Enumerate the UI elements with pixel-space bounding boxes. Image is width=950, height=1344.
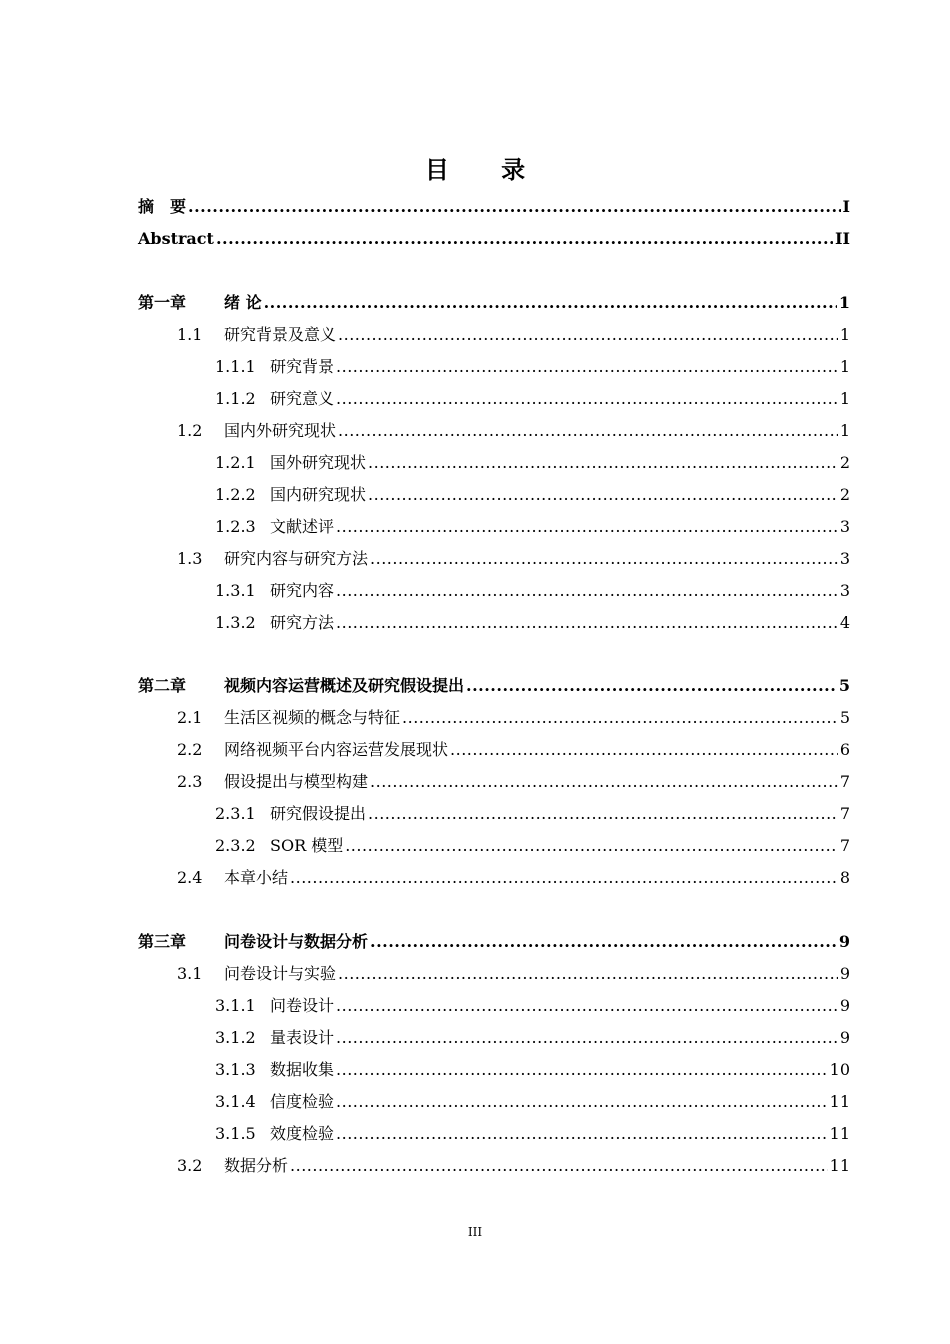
- toc-entry-label: 生活区视频的概念与特征: [224, 708, 401, 727]
- toc-entry-label: 信度检验: [270, 1092, 335, 1111]
- toc-entry-number: 2.3.1: [215, 804, 256, 823]
- toc-entry-number: 1.3: [177, 549, 203, 568]
- toc-entry-page: 5: [839, 708, 850, 727]
- toc-entry[interactable]: [215, 481, 850, 505]
- toc-entry-number: 1.3.1: [215, 581, 256, 600]
- toc-entry-page: 11: [829, 1124, 850, 1143]
- toc-leader-dots: [338, 964, 838, 984]
- toc-entry-label: 假设提出与模型构建: [224, 772, 369, 791]
- toc-entry-number: 3.1.4: [215, 1092, 256, 1111]
- toc-entry-label: Abstract: [138, 229, 214, 248]
- toc-entry-number: 2.2: [177, 740, 203, 759]
- toc-entry-label: 文献述评: [270, 517, 335, 536]
- toc-entry[interactable]: [215, 513, 850, 537]
- toc-entry[interactable]: [215, 577, 850, 601]
- toc-entry-page: 7: [839, 836, 850, 855]
- toc-entry-number: 第三章: [138, 932, 187, 951]
- toc-entry-label: 视频内容运营概述及研究假设提出: [224, 676, 465, 695]
- toc-entry[interactable]: [138, 928, 850, 952]
- toc-entry[interactable]: [215, 832, 850, 856]
- toc-leader-dots: [450, 740, 838, 760]
- toc-entry[interactable]: [177, 1152, 850, 1176]
- toc-entry-label: 绪 论: [224, 293, 262, 312]
- toc-entry-page: 1: [839, 357, 850, 376]
- toc-entry-label: 国内外研究现状: [224, 421, 337, 440]
- toc-entry[interactable]: [177, 545, 850, 569]
- toc-entry-page: 3: [839, 581, 850, 600]
- toc-entry-page: 9: [839, 964, 850, 983]
- toc-entry-page: 1: [839, 421, 850, 440]
- toc-entry-number: 2.4: [177, 868, 203, 887]
- toc-entry[interactable]: [138, 289, 850, 313]
- toc-entry[interactable]: [177, 321, 850, 345]
- toc-leader-dots: [402, 708, 838, 728]
- toc-entry-label: 研究背景: [270, 357, 335, 376]
- toc-leader-dots: [264, 293, 837, 313]
- toc-leader-dots: [368, 453, 838, 473]
- toc-entry-number: 3.1: [177, 964, 203, 983]
- toc-entry-page: 9: [839, 1028, 850, 1047]
- page-title: 目 录: [424, 156, 548, 184]
- toc-entry-page: 7: [839, 804, 850, 823]
- toc-entry-label: 量表设计: [270, 1028, 335, 1047]
- toc-entry-page: 10: [829, 1060, 850, 1079]
- toc-entry[interactable]: [177, 960, 850, 984]
- toc-entry-page: 7: [839, 772, 850, 791]
- toc-entry-number: 1.1.1: [215, 357, 256, 376]
- toc-leader-dots: [336, 389, 838, 409]
- toc-leader-dots: [368, 485, 838, 505]
- toc-entry-number: 1.2.2: [215, 485, 256, 504]
- toc-entry[interactable]: [177, 704, 850, 728]
- toc-entry-page: 8: [839, 868, 850, 887]
- toc-entry-number: 2.3: [177, 772, 203, 791]
- toc-entry[interactable]: [215, 385, 850, 409]
- toc-entry-label: 数据分析: [224, 1156, 289, 1175]
- toc-leader-dots: [466, 676, 837, 696]
- toc-leader-dots: [338, 325, 838, 345]
- toc-entry-label: 研究意义: [270, 389, 335, 408]
- toc-entry[interactable]: [215, 1056, 850, 1080]
- toc-leader-dots: [290, 1156, 828, 1176]
- toc-entry-number: 第二章: [138, 676, 187, 695]
- toc-entry[interactable]: [215, 1088, 850, 1112]
- toc-entry-number: 1.3.2: [215, 613, 256, 632]
- toc-entry-number: 3.1.1: [215, 996, 256, 1015]
- toc-entry-label: 问卷设计与实验: [224, 964, 337, 983]
- toc-entry-label: 国内研究现状: [270, 485, 367, 504]
- toc-leader-dots: [336, 1092, 828, 1112]
- toc-leader-dots: [370, 549, 838, 569]
- toc-entry-label: 研究内容与研究方法: [224, 549, 369, 568]
- toc-entry[interactable]: [177, 768, 850, 792]
- toc-leader-dots: [345, 836, 838, 856]
- toc-entry-page: II: [835, 229, 850, 248]
- toc-entry[interactable]: [215, 992, 850, 1016]
- toc-leader-dots: [336, 613, 838, 633]
- toc-entry-page: 11: [829, 1156, 850, 1175]
- toc-entry[interactable]: [215, 609, 850, 633]
- toc-entry-page: 11: [829, 1092, 850, 1111]
- toc-entry-page: 3: [839, 517, 850, 536]
- toc-entry-number: 2.1: [177, 708, 203, 727]
- toc-entry-number: 1.1.2: [215, 389, 256, 408]
- toc-entry[interactable]: [177, 864, 850, 888]
- toc-entry-page: 3: [839, 549, 850, 568]
- toc-entry-label: 研究方法: [270, 613, 335, 632]
- toc-entry[interactable]: [177, 736, 850, 760]
- toc-leader-dots: [368, 804, 838, 824]
- toc-entry-label: 本章小结: [224, 868, 289, 887]
- toc-entry-number: 第一章: [138, 293, 187, 312]
- toc-entry-label: SOR 模型: [270, 836, 344, 855]
- toc-leader-dots: [336, 1028, 838, 1048]
- toc-entry-label: 摘 要: [138, 197, 187, 216]
- toc-entry-label: 研究假设提出: [270, 804, 367, 823]
- toc-entry[interactable]: [215, 449, 850, 473]
- page-number: III: [467, 1225, 483, 1239]
- toc-leader-dots: [336, 1060, 828, 1080]
- toc-entry-number: 1.1: [177, 325, 203, 344]
- toc-leader-dots: [370, 932, 837, 952]
- toc-entry-label: 研究背景及意义: [224, 325, 337, 344]
- toc-entry-page: 9: [839, 996, 850, 1015]
- toc-leader-dots: [216, 229, 833, 249]
- toc-entry[interactable]: [215, 1024, 850, 1048]
- toc-entry[interactable]: [215, 800, 850, 824]
- toc-entry[interactable]: [177, 417, 850, 441]
- toc-leader-dots: [336, 517, 838, 537]
- toc-entry[interactable]: [215, 353, 850, 377]
- toc-entry-number: 2.3.2: [215, 836, 256, 855]
- toc-entry-page: 4: [839, 613, 850, 632]
- toc-entry-page: I: [842, 197, 850, 216]
- toc-entry-page: 2: [839, 485, 850, 504]
- toc-leader-dots: [290, 868, 838, 888]
- toc-entry-page: 2: [839, 453, 850, 472]
- toc-entry-label: 网络视频平台内容运营发展现状: [224, 740, 449, 759]
- toc-entry-number: 3.1.3: [215, 1060, 256, 1079]
- toc-entry-page: 1: [839, 325, 850, 344]
- toc-entry-number: 3.2: [177, 1156, 203, 1175]
- toc-entry-number: 3.1.5: [215, 1124, 256, 1143]
- toc-leader-dots: [338, 421, 838, 441]
- toc-entry[interactable]: [138, 672, 850, 696]
- toc-entry-label: 研究内容: [270, 581, 335, 600]
- toc-entry-number: 1.2.3: [215, 517, 256, 536]
- toc-entry[interactable]: [138, 193, 850, 217]
- toc-entry-label: 问卷设计: [270, 996, 335, 1015]
- toc-entry[interactable]: [215, 1120, 850, 1144]
- toc-leader-dots: [336, 996, 838, 1016]
- toc-entry-page: 9: [838, 932, 850, 951]
- toc-leader-dots: [370, 772, 838, 792]
- toc-entry-label: 问卷设计与数据分析: [224, 932, 369, 951]
- toc-entry-page: 5: [838, 676, 850, 695]
- toc-entry-page: 6: [839, 740, 850, 759]
- toc-entry-number: 1.2.1: [215, 453, 256, 472]
- toc-entry-label: 数据收集: [270, 1060, 335, 1079]
- toc-entry-label: 效度检验: [270, 1124, 335, 1143]
- toc-leader-dots: [336, 1124, 828, 1144]
- toc-entry-page: 1: [839, 389, 850, 408]
- toc-entry[interactable]: [138, 225, 850, 249]
- toc-leader-dots: [336, 357, 838, 377]
- toc-entry-page: 1: [838, 293, 850, 312]
- toc-entry-number: 3.1.2: [215, 1028, 256, 1047]
- toc-leader-dots: [336, 581, 838, 601]
- toc-entry-label: 国外研究现状: [270, 453, 367, 472]
- toc-leader-dots: [188, 197, 841, 217]
- toc-entry-number: 1.2: [177, 421, 203, 440]
